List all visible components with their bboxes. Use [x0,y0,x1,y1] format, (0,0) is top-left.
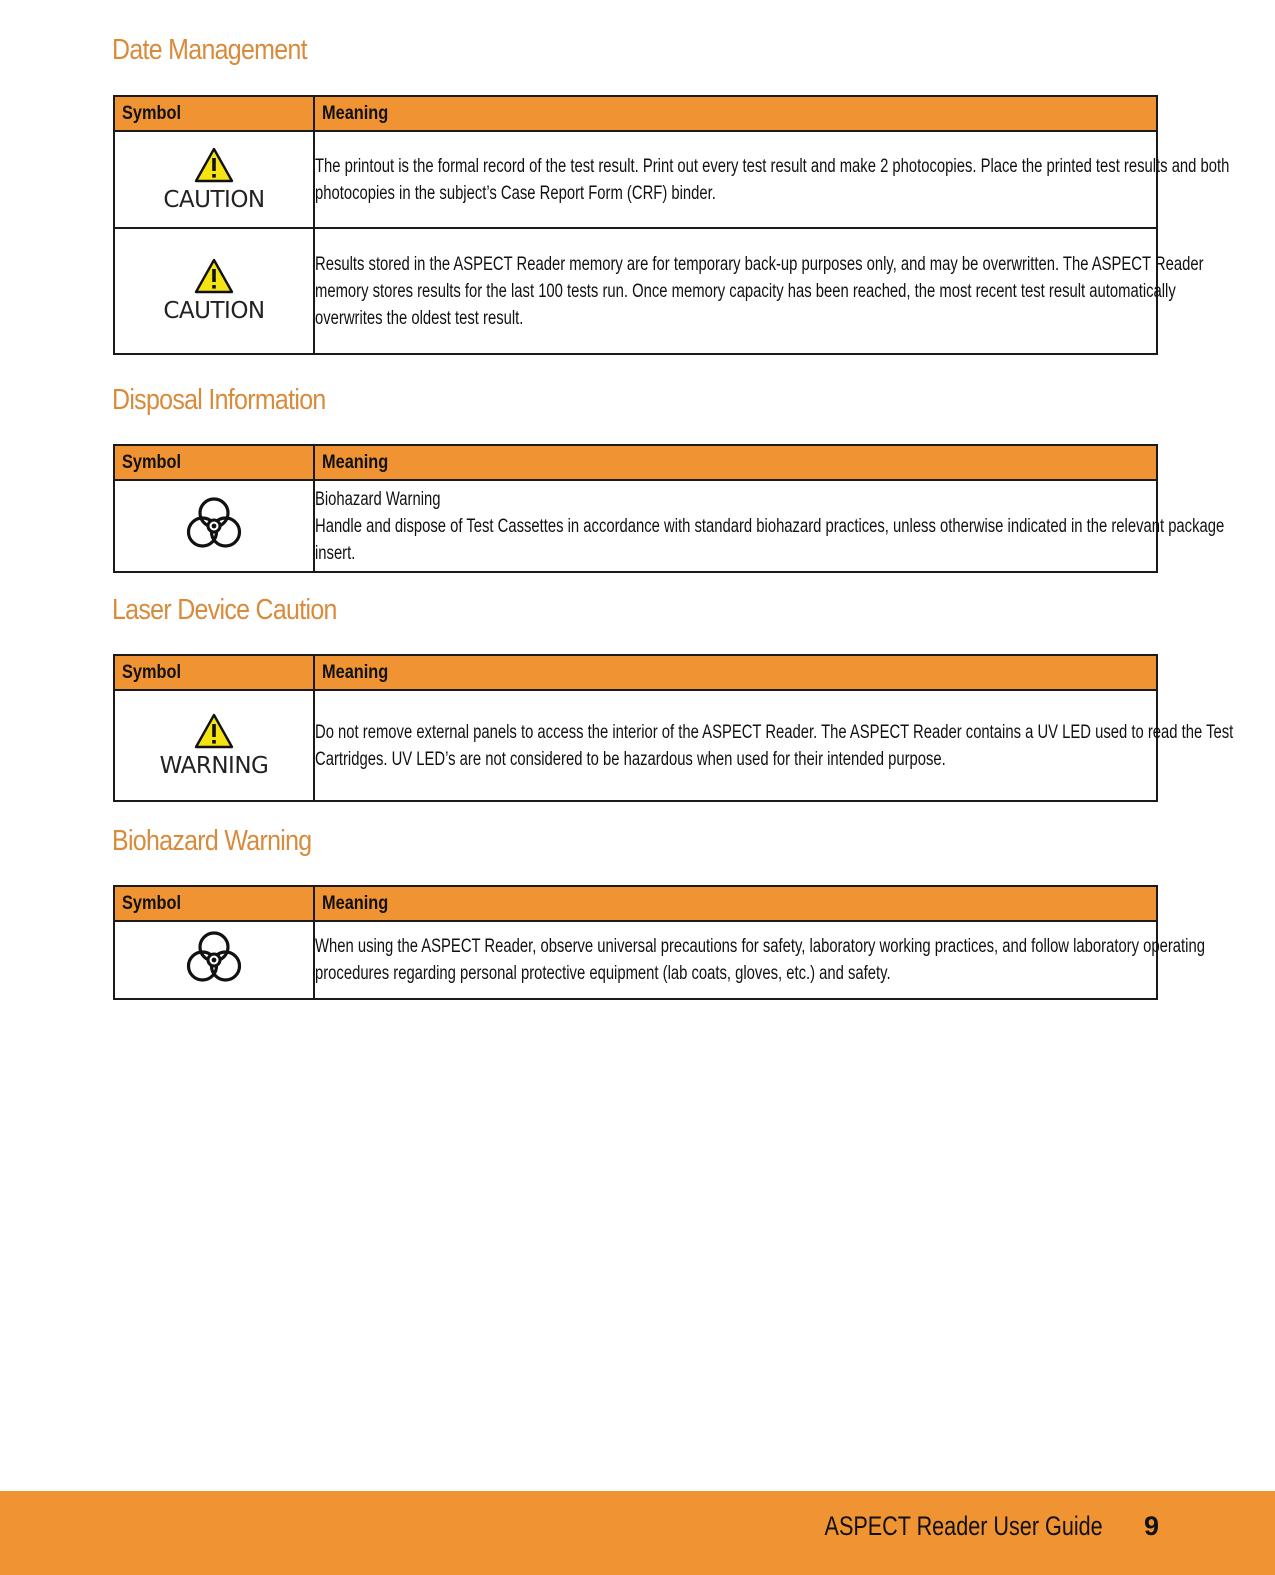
section-title-biohazard-warning: Biohazard Warning [112,825,312,857]
date-management-table [113,95,1230,355]
meaning-column-header: Meaning [314,96,1157,131]
meaning-cell [314,921,1205,999]
caution-icon [194,147,234,183]
symbol-cell [114,228,314,354]
table-header-row [114,655,1157,690]
symbol-cell [114,690,314,801]
biohazard-icon [182,494,246,554]
table-row [114,480,1157,572]
meaning-column-header: Meaning [314,886,1157,921]
meaning-text: Handle and dispose of Test Cassettes in accordance with standard biohazard practices, unless otherwise indicated in the relevant package insert. [315,515,1225,564]
disposal-information-table [113,444,1225,573]
section-title-date-management: Date Management [112,34,307,66]
table-row [114,690,1157,801]
biohazard-icon [182,928,246,988]
footer-title: ASPECT Reader User Guide [824,1511,1103,1541]
section-title-laser-device-caution: Laser Device Caution [112,594,337,626]
meaning-title: Biohazard Warning [315,488,441,510]
table-header-row [114,445,1157,480]
meaning-cell [314,228,1204,354]
symbol-column-header: Symbol [114,655,314,690]
caution-icon [194,258,234,294]
table-row [114,131,1157,228]
meaning-cell [314,480,1225,572]
symbol-column-header: Symbol [114,96,314,131]
symbol-column-header: Symbol [114,886,314,921]
warning-label: WARNING [159,752,269,779]
table-header-row [114,96,1157,131]
footer-bar [0,1491,1275,1575]
meaning-text: The printout is the formal record of the test result. Print out every test result and make 2 photocopies. Place the printed test results and both photocopies in the subject’s Case Report Form (CRF) binder. [315,155,1230,204]
symbol-cell [114,921,314,999]
caution-label: CAUTION [163,298,265,324]
laser-device-caution-table [113,654,1234,802]
table-row [114,921,1157,999]
warning-icon [194,713,234,749]
meaning-column-header: Meaning [314,445,1157,480]
meaning-column-header: Meaning [314,655,1157,690]
meaning-cell [314,131,1230,228]
table-row [114,228,1157,354]
meaning-text: Results stored in the ASPECT Reader memory are for temporary back-up purposes only, and may be overwritten. The ASPECT Reader memory stores results for the last 100 tests run. Once memory capacity has been reached, the most recent test result automatically overwrites the oldest test result. [315,253,1204,329]
table-header-row [114,886,1157,921]
meaning-text: When using the ASPECT Reader, observe universal precautions for safety, laboratory working practices, and follow laboratory operating procedures regarding personal protective equipment (lab coats, gloves, etc.) and safety. [315,936,1205,984]
symbol-cell [114,131,314,228]
meaning-cell [314,690,1234,801]
page-number: 9 [1143,1511,1159,1541]
section-title-disposal-information: Disposal Information [112,384,326,416]
symbol-cell [114,480,314,572]
symbol-column-header: Symbol [114,445,314,480]
caution-label: CAUTION [163,186,265,213]
biohazard-warning-table [113,885,1205,1000]
meaning-text: Do not remove external panels to access the interior of the ASPECT Reader. The ASPECT Reader contains a UV LED used to read the Test Cartridges. UV LED’s are not considered to be hazardous when used for their intended purpose. [315,721,1234,770]
